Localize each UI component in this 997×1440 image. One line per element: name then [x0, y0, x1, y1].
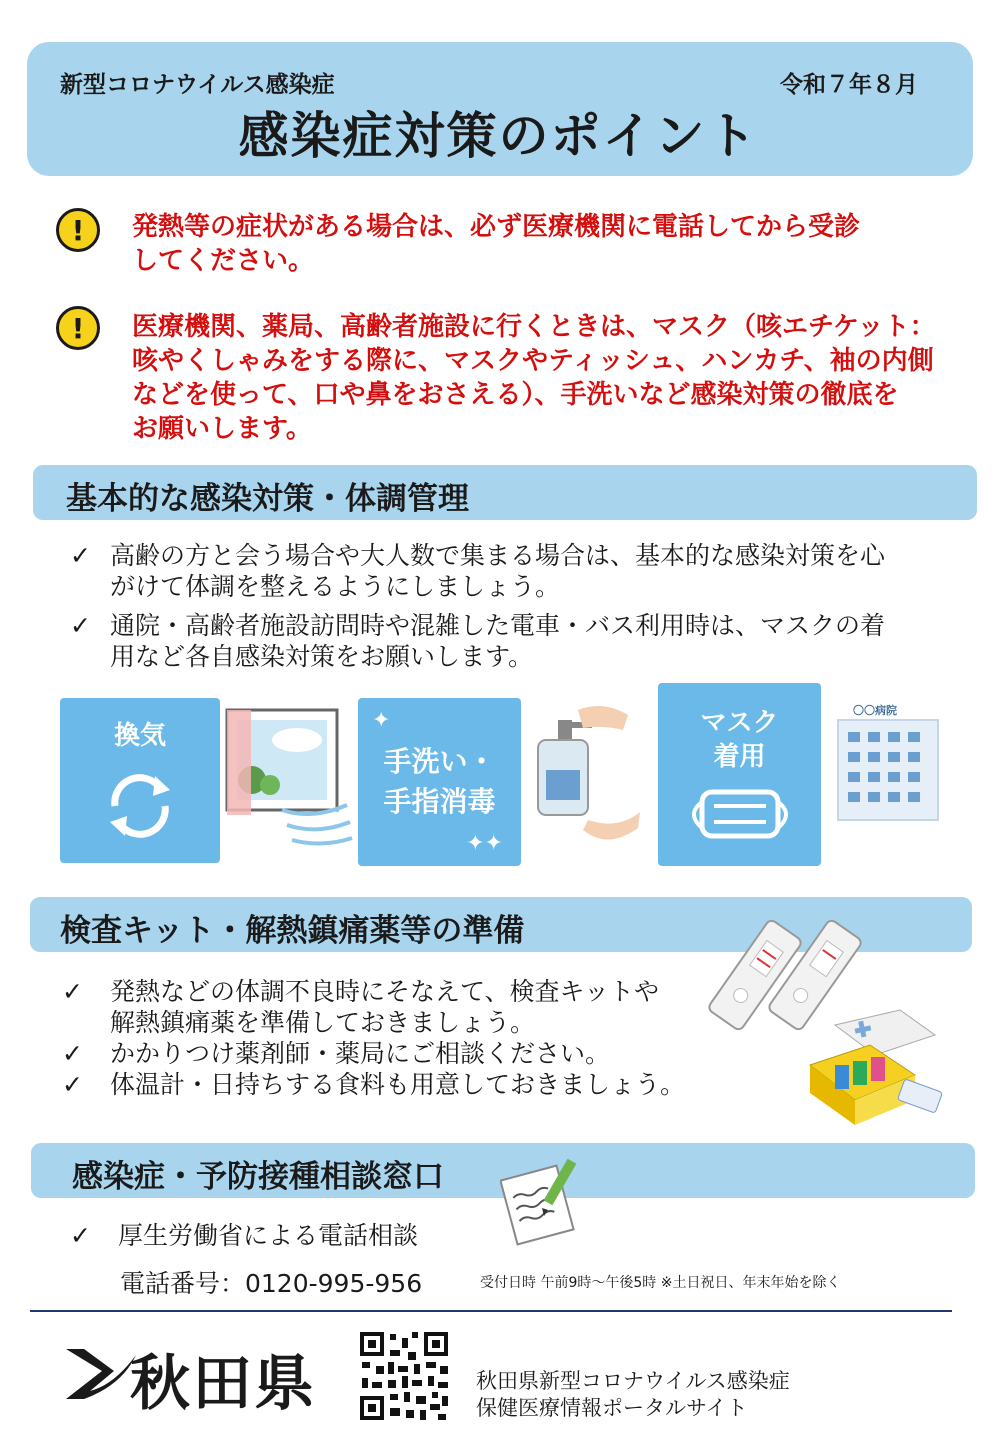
handwash-label-2: 手指消毒: [383, 785, 496, 818]
warning-2-line-2: 咳やくしゃみをする際に、マスクやティッシュ、ハンカチ、袖の内側: [132, 346, 934, 376]
notepad-pencil-icon: [500, 1150, 590, 1250]
portal-link[interactable]: [476, 1368, 790, 1422]
list-item-line: 発熱などの体調不良時にそなえて、検査キットや: [110, 977, 660, 1006]
list-item: [70, 540, 950, 602]
mask-label-2: 着用: [713, 741, 766, 772]
portal-name-line-1: 秋田県新型コロナウイルス感染症: [476, 1369, 790, 1393]
header-date: 令和７年８月: [780, 72, 918, 98]
list-item-line: かかりつけ薬剤師・薬局にご相談ください。: [110, 1039, 611, 1068]
section-title-basic: 基本的な感染対策・体調管理: [66, 481, 469, 517]
refresh-cycle-icon: [95, 766, 185, 846]
handwash-tile: [358, 698, 521, 866]
check-icon: ✓: [70, 611, 91, 640]
mask-icon: [680, 784, 800, 844]
list-item-line: がけて体調を整えるようにしましょう。: [110, 572, 561, 601]
open-window-illustration: [222, 700, 357, 860]
list-item: [62, 1038, 722, 1069]
list-item: [70, 1220, 418, 1251]
warning-2-line-3: などを使って、口や鼻をおさえる）、手洗いなど感染対策の徹底を: [132, 380, 899, 410]
mask-tile: [658, 683, 821, 866]
list-item-line: 用など各自感染対策をお願いします。: [110, 642, 534, 671]
basic-list: [70, 540, 950, 672]
check-icon: ✓: [62, 1070, 83, 1099]
mask-label-1: マスク: [700, 707, 779, 738]
warning-1: [132, 210, 952, 278]
list-item-line: 通院・高齢者施設訪問時や混雑した電車・バス利用時は、マスクの着: [110, 611, 886, 640]
check-icon: ✓: [62, 1039, 83, 1068]
qr-code-icon[interactable]: [358, 1330, 450, 1422]
list-item: [62, 976, 722, 1038]
section-title-kit: 検査キット・解熱鎮痛薬等の準備: [60, 913, 525, 949]
hours-note: 受付日時 午前9時～午後5時 ※土日祝日、年末年始を除く: [480, 1275, 841, 1291]
warning-1-line-2: してください。: [132, 246, 315, 276]
exclamation-icon: !: [56, 306, 100, 350]
list-item: [62, 1069, 722, 1100]
sparkle-icon: ✦✦: [466, 831, 503, 856]
warning-2-line-1: 医療機関、薬局、高齢者施設に行くときは、マスク（咳エチケット：: [132, 312, 936, 342]
warning-2: [132, 310, 962, 446]
hospital-building-illustration: [826, 700, 950, 825]
list-item-line: 高齢の方と会う場合や大人数で集まる場合は、基本的な感染対策を心: [110, 541, 886, 570]
consult-item: 厚生労働省による電話相談: [118, 1221, 419, 1250]
akita-logo-text: 秋田県: [130, 1349, 316, 1419]
list-item: [70, 610, 950, 672]
page-title: 感染症対策のポイント: [238, 107, 759, 165]
handwash-label-1: 手洗い・: [383, 745, 496, 778]
check-icon: ✓: [70, 1221, 91, 1250]
section-title-consult: 感染症・予防接種相談窓口: [72, 1159, 444, 1195]
ventilation-label: 換気: [113, 721, 166, 751]
hand-sanitizer-illustration: [528, 700, 648, 860]
footer-divider: [30, 1310, 952, 1312]
hospital-sign: 〇〇病院: [853, 704, 897, 717]
header-subtitle: 新型コロナウイルス感染症: [60, 72, 335, 98]
warning-1-line-1: 発熱等の症状がある場合は、必ず医療機関に電話してから受診: [132, 212, 861, 242]
akita-logo-icon: [62, 1345, 140, 1403]
list-item-line: 体温計・日持ちする食料も用意しておきましょう。: [110, 1070, 686, 1099]
kit-list: [62, 976, 722, 1100]
check-icon: ✓: [62, 977, 83, 1006]
list-item-line: 解熱鎮痛薬を準備しておきましょう。: [110, 1008, 536, 1037]
portal-name-line-2: 保健医療情報ポータルサイト: [476, 1396, 748, 1420]
test-kit-medicine-illustration: [705, 915, 950, 1130]
ventilation-tile: [60, 698, 220, 863]
exclamation-icon: !: [56, 208, 100, 252]
check-icon: ✓: [70, 541, 91, 570]
warning-2-line-4: お願いします。: [132, 414, 312, 444]
phone-number: 電話番号：0120-995-956: [120, 1269, 423, 1298]
sparkle-icon: ✦: [372, 708, 391, 733]
